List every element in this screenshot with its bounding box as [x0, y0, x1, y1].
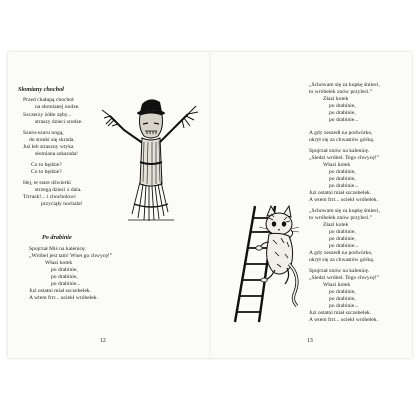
poem-line: po drabinie...: [329, 303, 359, 309]
poem-line: po drabinie,: [51, 267, 78, 273]
poem-line: Złazi kotek: [323, 222, 349, 228]
poem-line: po drabinie...: [329, 183, 359, 189]
poem-line: Włazi kotek: [323, 282, 351, 288]
poem-line: Już ostatni miał szczebelek.: [309, 190, 372, 196]
poem-line: Hej, te stare dźwierki: [23, 180, 71, 186]
poem-line: to wróbelek znów przyleci.”: [309, 89, 373, 95]
poem-line: Włazi kotek: [323, 162, 351, 168]
poem-line: przyciąły nochala!: [41, 201, 83, 207]
poem-line: A wtem frrr... uciekł wróbelek.: [29, 295, 98, 301]
poem-line: po drabinie,: [329, 169, 356, 175]
poem-line: Złazi kotek: [323, 96, 349, 102]
poem-line: Spojrzał znów na kalenicę.: [309, 268, 370, 274]
poem-line: po drabinie...: [329, 117, 359, 123]
poem-line: Włazi kotek: [45, 260, 73, 266]
poem-line: Spojrzał Miś na kalenicę:: [29, 246, 87, 252]
poem-line: na słomianej nodze.: [35, 104, 80, 110]
poem-line: Już łeb straszny wtyka: [23, 144, 74, 150]
poem-line: Trrrask!... i chocholowi: [23, 194, 76, 200]
poem-line: po drabinie,: [329, 110, 356, 116]
cat-on-ladder-illustration: [229, 202, 309, 324]
poem-line: Co to będzie?: [31, 169, 62, 175]
poem-line: straszy dzieci srodze.: [35, 119, 83, 125]
poem-line: do stonki się skrada.: [29, 137, 75, 143]
poem-line: po drabinie,: [329, 103, 356, 109]
poem-line: to wróbelek znów przyleci.”: [309, 215, 373, 221]
poem-line: słomiana szkarada!: [35, 151, 79, 157]
poem-line: Szczerzy żółte zęby...: [23, 112, 72, 118]
page-number-right: 13: [307, 338, 313, 344]
poem-line: A wtem frrr... uciekł wróbelek.: [309, 317, 378, 323]
poem-line: A wtem frrr... uciekł wróbelek.: [309, 197, 378, 203]
poem-line: po drabinie,: [329, 289, 356, 295]
poem-line: Przed chałupą chochoł: [23, 97, 74, 103]
poem-line: po drabinie,: [51, 274, 78, 280]
scarecrow-illustration: [98, 96, 202, 224]
poem-line: A gdy zeszedł na podwórko,: [309, 250, 373, 256]
poem-line: po drabinie...: [51, 281, 81, 287]
poem-line: strzegą dzieci z dala.: [35, 187, 82, 193]
page-number-left: 12: [100, 338, 106, 344]
poem-line: po drabinie,: [329, 236, 356, 242]
right-page: [211, 52, 412, 358]
poem-line: „Siedzi wróbel. Tego chwycę!”: [309, 275, 380, 281]
poem-line: Już ostatni miał szczebelek.: [29, 288, 92, 294]
poem-line: po drabinie,: [329, 229, 356, 235]
poem-line: Co to będzie?: [31, 162, 62, 168]
poem-title-po-drabinie: Po drabinie: [42, 234, 72, 241]
poem-line: „Schowam się za kupkę śmieci,: [309, 208, 380, 214]
poem-line: ukrył się za chwastów górką.: [309, 137, 375, 143]
poem-line: „Schowam się za kupkę śmieci,: [309, 82, 380, 88]
poem-line: Spojrzał znów na kalenicę.: [309, 148, 370, 154]
left-page: [8, 52, 209, 358]
poem-line: „Wróbel jest tam! Wnet go chwycę!”: [29, 253, 113, 259]
poem-line: „Siedzi wróbel. Tego chwycę!”: [309, 155, 380, 161]
poem-line: A gdy zeszedł na podwórko,: [309, 130, 373, 136]
poem-line: po drabinie,: [329, 176, 356, 182]
poem-line: po drabinie...: [329, 243, 359, 249]
poem-line: Szuru-szuru nogą,: [23, 130, 64, 136]
poem-line: ukrył się za chwastów górką.: [309, 257, 375, 263]
poem-line: po drabinie,: [329, 296, 356, 302]
poem-line: Już ostatni miał szczebelek.: [309, 310, 372, 316]
poem-title-slomiany-chochol: Słomiany chochoł: [18, 86, 64, 93]
